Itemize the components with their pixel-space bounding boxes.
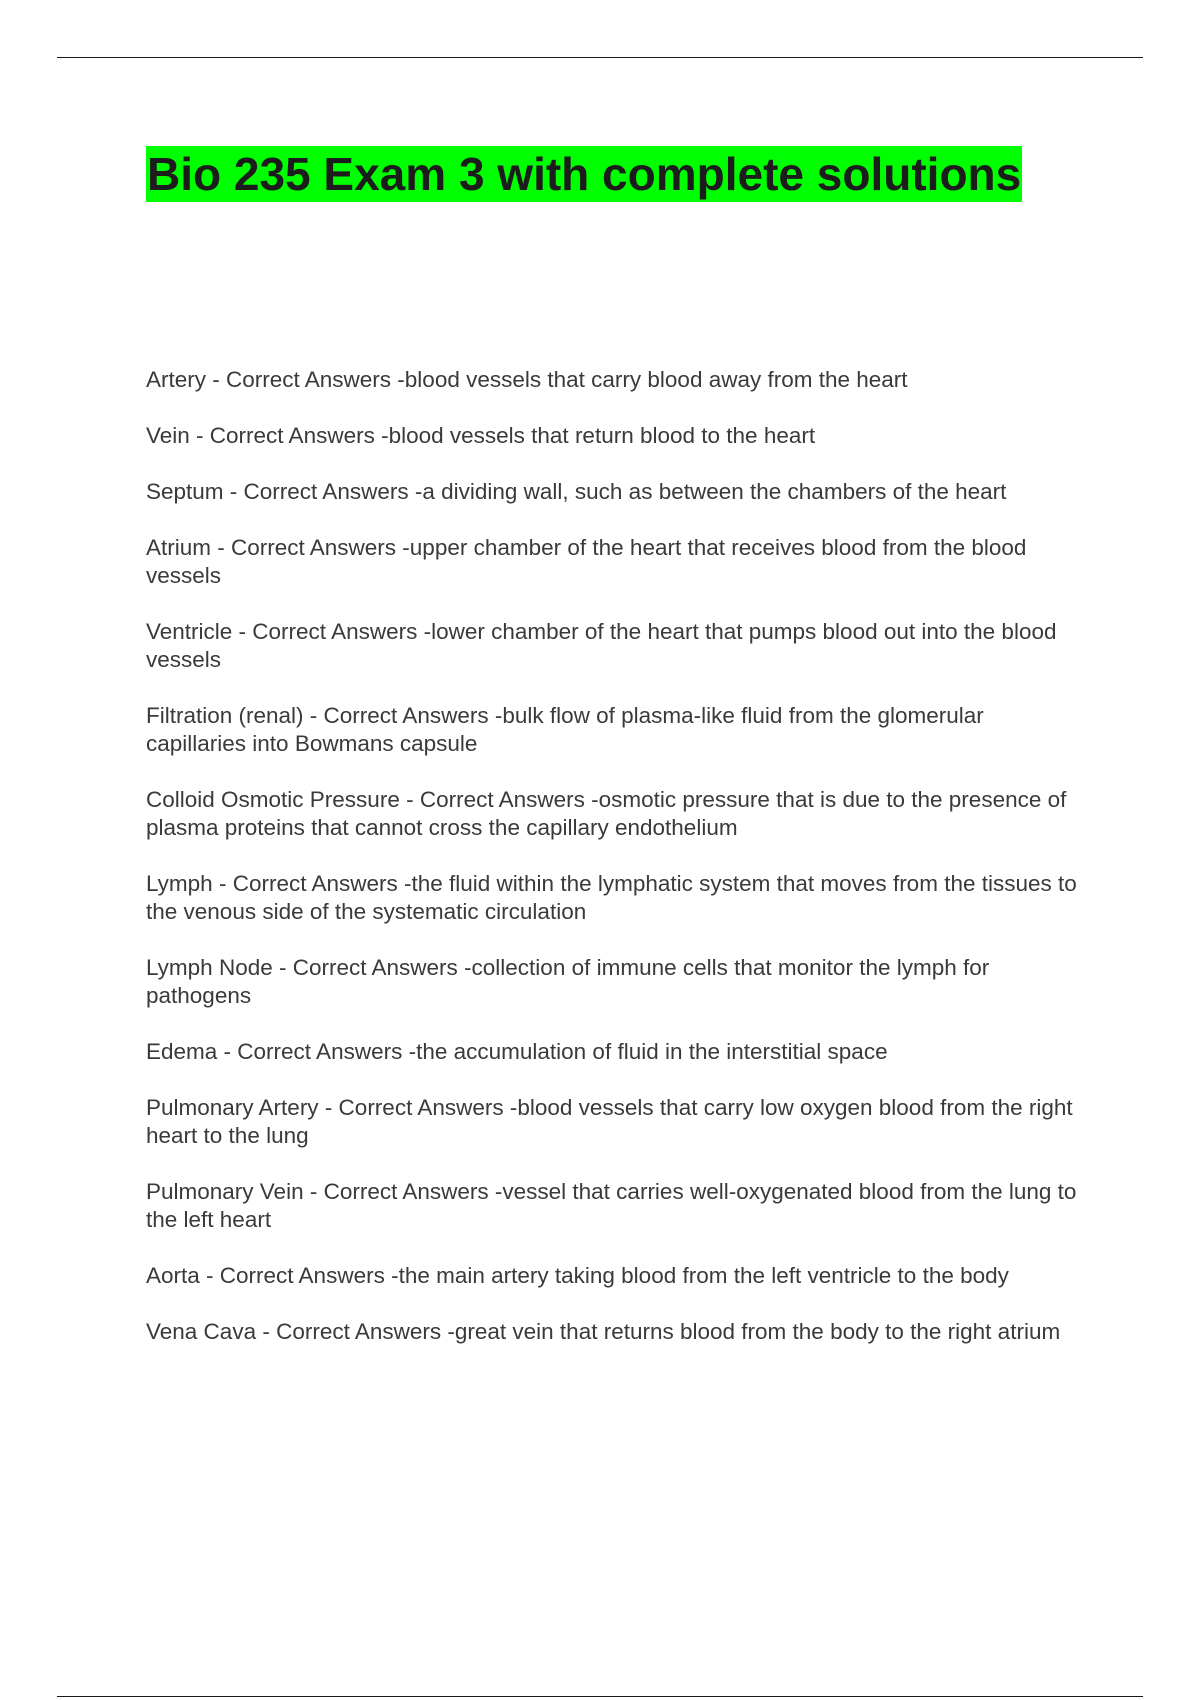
answer-entry: Atrium - Correct Answers -upper chamber of the heart that receives blood from the blood vessels	[146, 535, 1027, 588]
title-block	[146, 146, 1022, 202]
answer-entry: Pulmonary Artery - Correct Answers -blood vessels that carry low oxygen blood from the right heart to the lung	[146, 1095, 1073, 1148]
answer-entry: Filtration (renal) - Correct Answers -bulk flow of plasma-like fluid from the glomerular capillaries into Bowmans capsule	[146, 703, 984, 756]
answer-entry: Aorta - Correct Answers -the main artery taking blood from the left ventricle to the body	[146, 1263, 1009, 1288]
answer-entry: Edema - Correct Answers -the accumulation of fluid in the interstitial space	[146, 1039, 888, 1064]
answer-entry: Lymph Node - Correct Answers -collection of immune cells that monitor the lymph for pathogens	[146, 955, 990, 1008]
answer-entry: Vein - Correct Answers -blood vessels that return blood to the heart	[146, 423, 816, 448]
answer-entry: Septum - Correct Answers -a dividing wall, such as between the chambers of the heart	[146, 479, 1007, 504]
footer-rule	[57, 1696, 1143, 1697]
answer-entry: Vena Cava - Correct Answers -great vein that returns blood from the body to the right atrium	[146, 1319, 1061, 1344]
answer-entry: Colloid Osmotic Pressure - Correct Answers -osmotic pressure that is due to the presence of plasma proteins that cannot cross the capillary endothelium	[146, 787, 1067, 840]
header-rule	[57, 57, 1143, 58]
answer-list	[146, 366, 1086, 1374]
answer-entry: Ventricle - Correct Answers -lower chamber of the heart that pumps blood out into the blood vessels	[146, 619, 1057, 672]
answer-entry: Lymph - Correct Answers -the fluid within the lymphatic system that moves from the tissues to the venous side of the systematic circulation	[146, 871, 1077, 924]
answer-entry: Artery - Correct Answers -blood vessels that carry blood away from the heart	[146, 367, 908, 392]
answer-entry: Pulmonary Vein - Correct Answers -vessel that carries well-oxygenated blood from the lung to the left heart	[146, 1179, 1077, 1232]
document-title: Bio 235 Exam 3 with complete solutions	[147, 148, 1022, 200]
